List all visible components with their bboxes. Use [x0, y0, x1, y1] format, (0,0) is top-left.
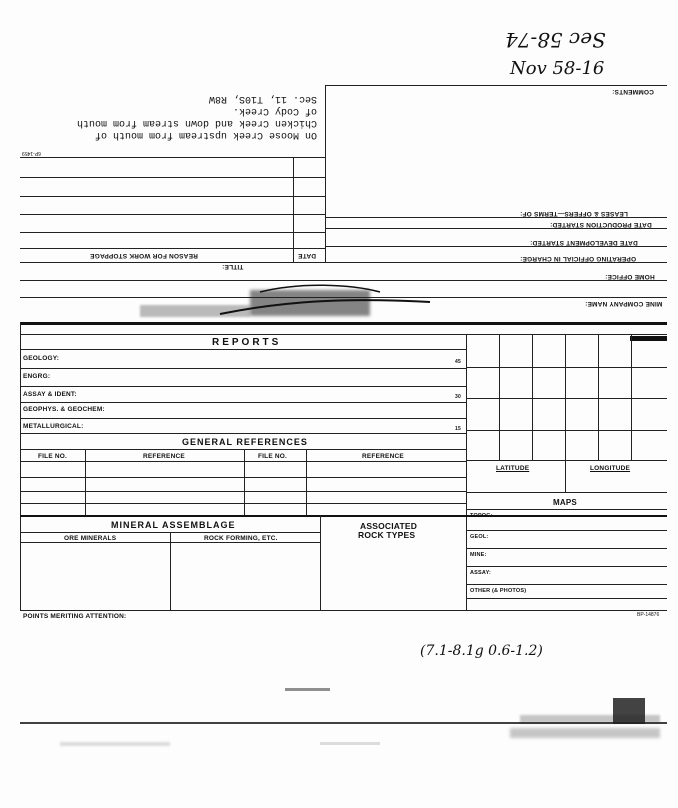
maps-geol: GEOL:	[470, 534, 489, 540]
ref-col-file-2: FILE NO.	[258, 453, 288, 460]
maps-assay: ASSAY:	[470, 570, 492, 576]
rock-forming-label: ROCK FORMING, ETC.	[204, 535, 278, 542]
location-text	[27, 92, 317, 140]
points-meriting-attention-label: POINTS MERITING ATTENTION:	[23, 613, 127, 620]
date-development-label: DATE DEVELOPMENT STARTED:	[530, 239, 638, 246]
latitude-label: LATITUDE	[496, 465, 530, 472]
handwritten-note-2: Nov 58-16	[510, 58, 605, 79]
operating-official-label: OPERATING OFFICIAL IN CHARGE:	[520, 255, 637, 262]
report-metallurgical-label: METALLURGICAL:	[23, 423, 84, 430]
location-line-2: Chicken Creek and down stream from mouth	[76, 117, 317, 128]
report-engrg-label: ENGRG:	[23, 373, 51, 380]
location-line-4: Sec. 11, T10S, R8W	[208, 93, 317, 104]
reason-label: REASON FOR WORK STOPPAGE	[90, 252, 198, 259]
ref-col-reference-1: REFERENCE	[143, 453, 185, 460]
report-assay-num: 30	[455, 394, 461, 400]
location-line-1: On Moose Creek upstream from mouth of	[94, 129, 317, 140]
title-label: TITLE:	[222, 263, 244, 270]
report-metallurgical-num: 15	[455, 426, 461, 432]
ref-col-reference-2: REFERENCE	[362, 453, 404, 460]
report-geology-num: 45	[455, 359, 461, 365]
report-geophys-label: GEOPHYS. & GEOCHEM:	[23, 406, 105, 413]
maps-header: MAPS	[553, 498, 577, 507]
maps-other: OTHER (& PHOTOS)	[470, 588, 527, 594]
date-column-label: DATE	[298, 252, 317, 259]
associated-rock-types-line1: ASSOCIATED	[360, 521, 418, 531]
footer-form-code: BP-14876	[637, 612, 660, 618]
maps-topog: TOPOG:	[470, 513, 493, 519]
handwritten-bottom-note: (7.1-8.1g 0.6-1.2)	[420, 643, 543, 659]
company-name-label: MINE COMPANY NAME:	[585, 300, 663, 307]
leases-label: LEASES & OFFERS—TERMS OF:	[520, 210, 628, 217]
date-production-label: DATE PRODUCTION STARTED:	[550, 221, 652, 228]
longitude-label: LONGITUDE	[590, 465, 631, 472]
report-assay-label: ASSAY & IDENT:	[23, 391, 77, 398]
reports-header: REPORTS	[212, 337, 282, 348]
general-references-header: GENERAL REFERENCES	[182, 437, 308, 447]
mineral-assemblage-header: MINERAL ASSEMBLAGE	[111, 520, 236, 530]
handwritten-note-1: Sec 58-74	[505, 28, 606, 52]
location-line-3: of Cody Creek.	[232, 105, 317, 116]
home-office-label: HOME OFFICE:	[605, 273, 655, 280]
associated-rock-types-line2: ROCK TYPES	[358, 530, 416, 540]
report-geology-label: GEOLOGY:	[23, 355, 60, 362]
maps-mine: MINE:	[470, 552, 487, 558]
upper-form-code: 6P-1459	[22, 150, 41, 156]
ore-minerals-label: ORE MINERALS	[64, 535, 117, 542]
ref-col-file-1: FILE NO.	[38, 453, 68, 460]
comments-label: COMMENTS:	[612, 88, 654, 95]
